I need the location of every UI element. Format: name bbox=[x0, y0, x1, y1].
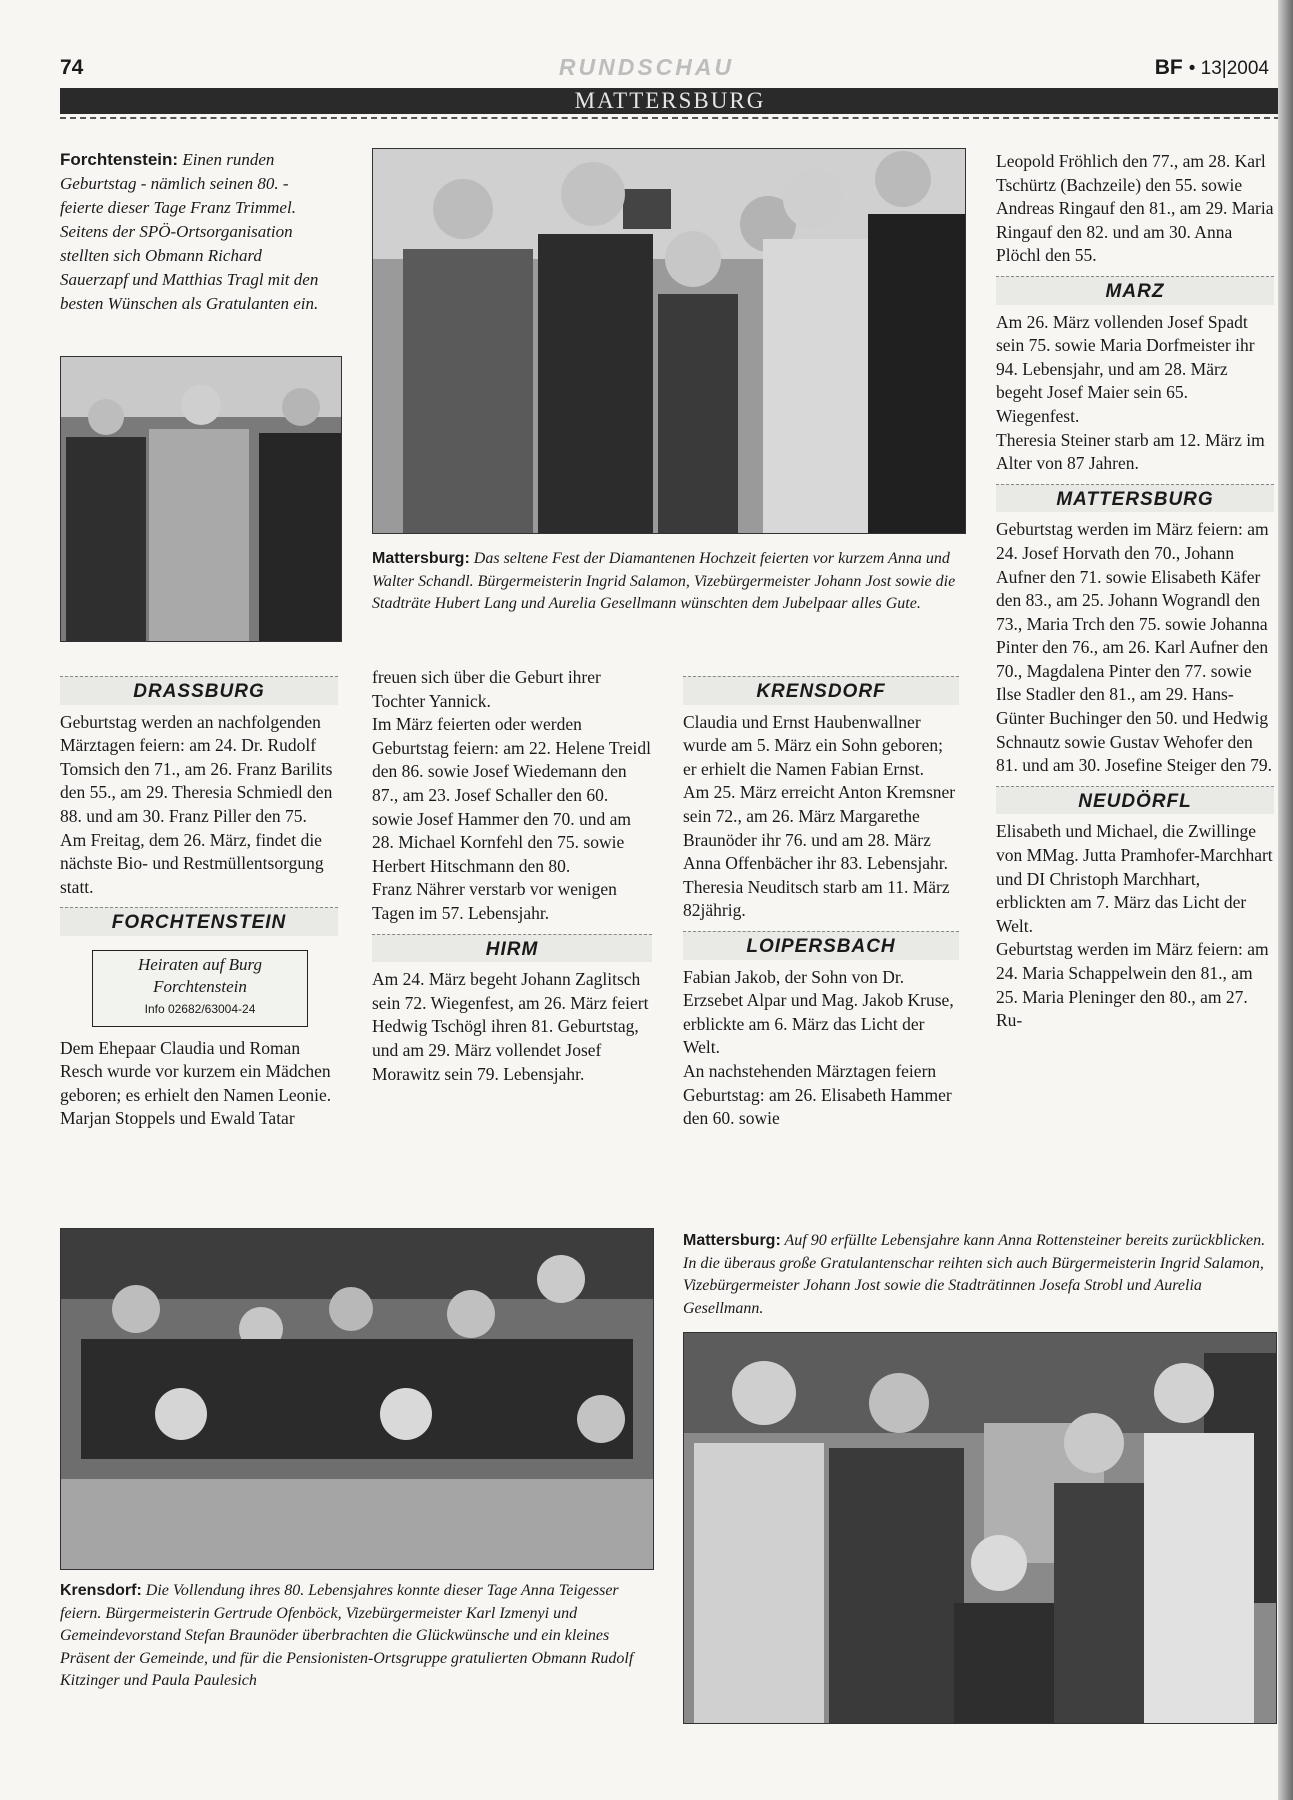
marz-obituary: Theresia Steiner starb am 12. März im Alter von 87 Jahren. bbox=[996, 429, 1265, 474]
caption-mattersburg-90 bbox=[683, 1230, 1275, 1320]
column-2 bbox=[372, 666, 652, 1086]
col2-birth: freuen sich über die Geburt ihrer Tochter Yannick. bbox=[372, 667, 601, 711]
section-banner-title: MATTERSBURG bbox=[574, 88, 766, 113]
loipersbach-birth: Fabian Jakob, der Sohn von Dr. Erzsebet Alpar und Mag. Jakob Kruse, erblickte am 6. März das Licht der Welt. bbox=[683, 966, 954, 1058]
caption-main-lead: Mattersburg: bbox=[372, 550, 470, 567]
intro-text: Einen runden Geburtstag - nämlich seinen 80. - feierte dieser Tage Franz Trimmel. Seitens der SPÖ-Ortsorganisation stellten sich Obmann Richard Sauerzapf und Matthias Tragl mit den besten Wünschen als Gratulanten ein. bbox=[60, 150, 319, 313]
photo-diamond-wedding bbox=[372, 148, 966, 534]
issue-number: • 13|2004 bbox=[1188, 58, 1269, 79]
heading-marz: MARZ bbox=[996, 276, 1274, 305]
heading-neudoerfl: NEUDÖRFL bbox=[996, 786, 1274, 815]
forchtenstein-intro bbox=[60, 148, 325, 316]
caption-krensdorf bbox=[60, 1580, 660, 1693]
page-number: 74 bbox=[60, 56, 84, 79]
ad-box-weddings bbox=[92, 950, 308, 1027]
header-divider bbox=[60, 117, 1280, 119]
column-4 bbox=[996, 150, 1274, 1033]
heading-mattersburg: MATTERSBURG bbox=[996, 484, 1274, 513]
column-1 bbox=[60, 676, 338, 1131]
caption-bottom-right-lead: Mattersburg: bbox=[683, 1232, 781, 1249]
photo-krensdorf-birthday bbox=[60, 1228, 654, 1570]
loipersbach-birthdays: An nachstehenden Märztagen feiern Geburtstag: am 26. Elisabeth Hammer den 60. sowie bbox=[683, 1060, 952, 1129]
krensdorf-birthdays: Am 25. März erreicht Anton Kremsner sein 72., am 26. März Margarethe Braunöder ihr 76. und am 28. März Anna Offenbächer ihr 83. Lebensjahr. bbox=[683, 782, 956, 874]
forchtenstein-text: Dem Ehepaar Claudia und Roman Resch wurde vor kurzem ein Mädchen geboren; es erhielt den Namen Leonie. Marjan Stoppels und Ewald Tatar bbox=[60, 1037, 332, 1129]
caption-bottom-left-text: Die Vollendung ihres 80. Lebensjahres konnte dieser Tage Anna Teigesser feiern. Bürgermeisterin Gertrude Ofenböck, Vizebürgermeister Karl Izmenyi und Gemeindevorstand Stefan Braunöder überbrachten die Glückwünsche und ein kleines Präsent der Gemeinde, und für die Pensionisten-Ortsgruppe gratulierten Obmann Rudolf Kitzinger und Paula Paulesich bbox=[60, 1582, 634, 1689]
caption-main-text: Das seltene Fest der Diamantenen Hochzeit feierten vor kurzem Anna und Walter Schandl. Bürgermeisterin Ingrid Salamon, Vizebürgermeister Johann Jost sowie die Stadträte Hubert Lang und Aurelia Gesellmann wünschten dem Jubelpaar alles Gute. bbox=[372, 550, 956, 612]
issue-info bbox=[1155, 56, 1269, 80]
ad-line-3: Info 02682/63004-24 bbox=[144, 1001, 256, 1016]
neudoerfl-birth: Elisabeth und Michael, die Zwillinge von MMag. Jutta Pramhofer-Marchhart und DI Christoph Marchhart, erblickten am 7. März das Licht der Welt. bbox=[996, 821, 1273, 936]
caption-bottom-right-text: Auf 90 erfüllte Lebensjahre kann Anna Rottensteiner bereits zurückblicken. In die überaus große Gratulantenschar reihten sich auch Bürgermeisterin Ingrid Salamon, Vizebürgermeister Johann Jost sowie die Stadträtinnen Josefa Strobl und Aurelia Gesellmann. bbox=[683, 1232, 1266, 1317]
intro-lead: Forchtenstein: bbox=[60, 150, 179, 169]
heading-krensdorf: KRENSDORF bbox=[683, 676, 959, 705]
ad-line-1: Heiraten auf Burg bbox=[137, 954, 263, 974]
marz-birthdays: Am 26. März vollenden Josef Spadt sein 75. sowie Maria Dorfmeister ihr 94. Lebensjahr, und am 28. März begeht Josef Maier sein 65. Wiegenfest. bbox=[996, 311, 1255, 426]
caption-diamond-wedding bbox=[372, 548, 964, 616]
section-banner bbox=[60, 88, 1280, 114]
photo-forchtenstein-birthday bbox=[60, 356, 342, 642]
drassburg-waste: Am Freitag, dem 26. März, findet die nächste Bio- und Restmüllentsorgung statt. bbox=[60, 829, 324, 897]
publication-name: RUNDSCHAU bbox=[558, 54, 735, 80]
photo-mattersburg-90th bbox=[683, 1332, 1277, 1724]
heading-forchtenstein: FORCHTENSTEIN bbox=[60, 907, 338, 936]
hirm-text: Am 24. März begeht Johann Zaglitsch sein 72. Wiegenfest, am 26. März feiert Hedwig Tschögl ihren 81. Geburtstag, und am 29. März vollendet Josef Morawitz sein 79. Lebensjahr. bbox=[372, 969, 649, 1084]
caption-bottom-left-lead: Krensdorf: bbox=[60, 1582, 142, 1599]
column-3 bbox=[683, 676, 959, 1131]
heading-drassburg: DRASSBURG bbox=[60, 676, 338, 705]
neudoerfl-birthdays: Geburtstag werden im März feiern: am 24. Maria Schappelwein den 81., am 25. Maria Pleninger den 80., am 27. Ru- bbox=[996, 939, 1269, 1031]
drassburg-birthdays: Geburtstag werden an nachfolgenden Märztagen feiern: am 24. Dr. Rudolf Tomsich den 71., am 26. Franz Barilits den 55., am 29. Theresia Schmiedl den 88. und am 30. Franz Piller den 75. bbox=[60, 711, 333, 826]
col2-birthdays: Im März feierten oder werden Geburtstag feiern: am 22. Helene Treidl den 86. sowie Josef Wiedemann den 87., am 23. Josef Schaller den 60. sowie Josef Hammer den 70. und am 28. Michael Kornfehl den 75. sowie Herbert Hitschmann den 80. bbox=[372, 714, 651, 876]
krensdorf-birth: Claudia und Ernst Haubenwallner wurde am 5. März ein Sohn geboren; er erhielt die Namen Fabian Ernst. bbox=[683, 711, 943, 779]
krensdorf-obituary: Theresia Neuditsch starb am 11. März 82jährig. bbox=[683, 876, 950, 921]
col2-obituary: Franz Nährer verstarb vor wenigen Tagen im 57. Lebensjahr. bbox=[372, 879, 617, 923]
heading-hirm: HIRM bbox=[372, 934, 652, 963]
mattersburg-birthdays: Geburtstag werden im März feiern: am 24. Josef Horvath den 70., Johann Aufner den 71. sowie Elisabeth Käfer den 83., am 25. Johann Wograndl den 73., Maria Trch den 75. sowie Johanna Pinter den 76., am 26. Karl Aufner den 70., Magdalena Pinter den 77. sowie Ilse Stadler den 81., am 29. Hans-Günter Buchinger den 50. und Hedwig Schnautz sowie Gustav Wehofer den 81. und am 30. Josefine Steiger den 79. bbox=[996, 519, 1273, 776]
heading-loipersbach: LOIPERSBACH bbox=[683, 931, 959, 960]
page-edge-shadow bbox=[1278, 0, 1293, 1800]
issue-brand: BF bbox=[1154, 56, 1183, 79]
col4-birthdays: Leopold Fröhlich den 77., am 28. Karl Tschürtz (Bachzeile) den 55. sowie Andreas Ringauf den 81., am 29. Maria Ringauf den 82. und am 30. Anna Plöchl den 55. bbox=[996, 151, 1274, 266]
ad-line-2: Forchtenstein bbox=[153, 976, 247, 996]
